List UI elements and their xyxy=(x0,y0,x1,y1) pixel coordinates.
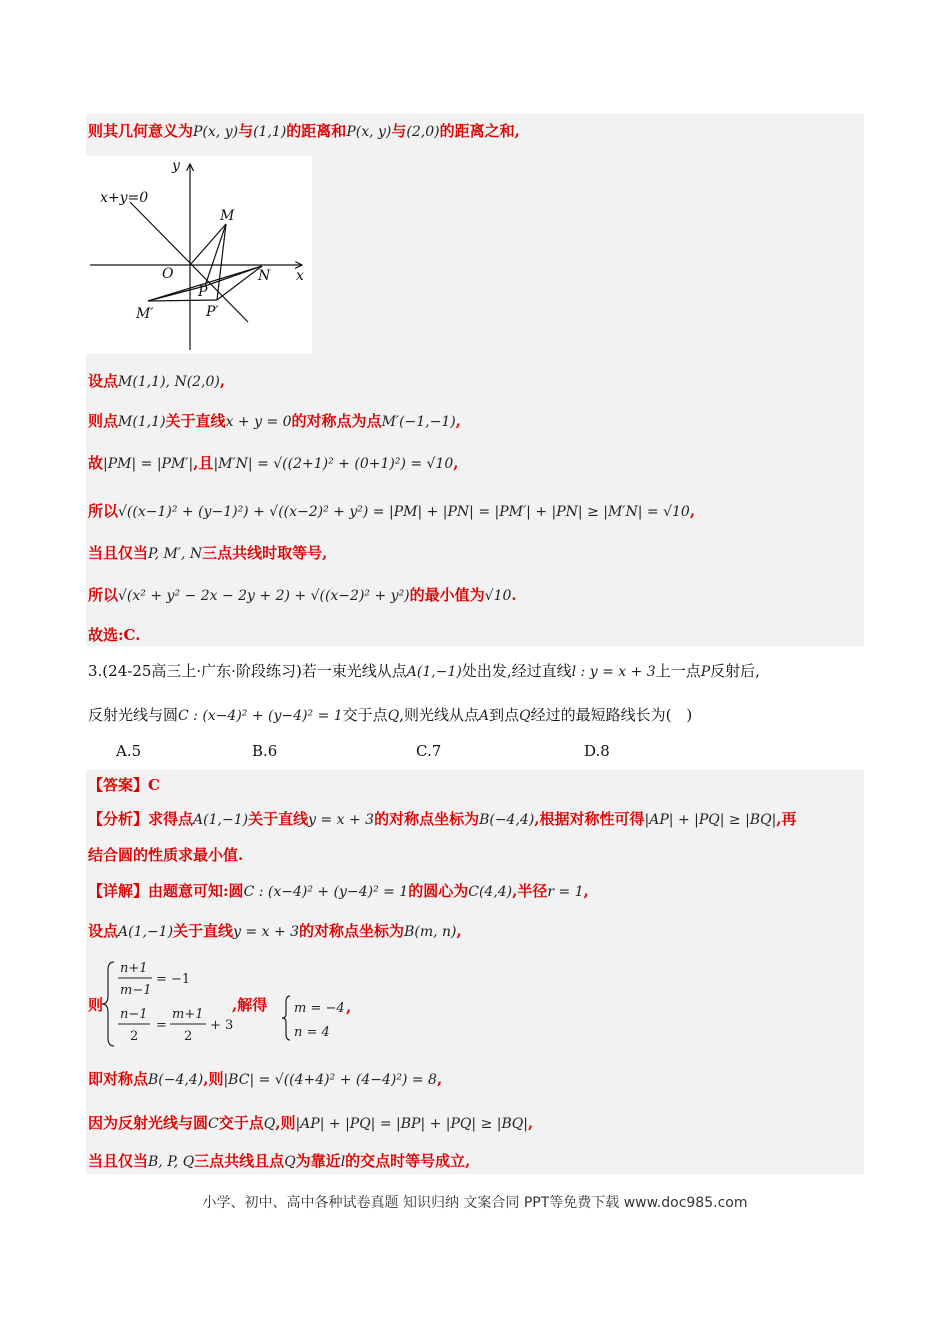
then-label: 则 xyxy=(88,996,104,1014)
fig-label-p: P xyxy=(198,284,208,300)
detail-line-reflect: 因为反射光线与圆C交于点Q,则|AP| + |PQ| = |BP| + |PQ| ≥ |BQ|, xyxy=(88,1114,534,1132)
equation-system-svg xyxy=(88,956,388,1052)
eq2-den2: 2 xyxy=(184,1029,193,1044)
page-footer: 小学、初中、高中各种试卷真题 知识归纳 文案合同 PPT等免费下载 www.doc985.com xyxy=(202,1195,748,1211)
choice-line: 故选:C. xyxy=(88,626,141,644)
segment-m-pp xyxy=(217,224,226,300)
reflection-diagram xyxy=(86,156,312,354)
option-c: C.7 xyxy=(416,742,442,760)
fig-label-m: M xyxy=(220,208,235,224)
fig-label-line: x+y=0 xyxy=(100,190,149,206)
fig-label-n: N xyxy=(258,268,271,284)
detail-line-equality: 当且仅当B, P, Q三点共线且点Q为靠近l的交点时等号成立, xyxy=(88,1152,471,1170)
eq2-eq: = xyxy=(156,1018,167,1033)
fig-label-x: x xyxy=(296,268,304,284)
eq1-rhs: = −1 xyxy=(156,972,191,987)
fig-label-pp: P′ xyxy=(206,304,219,320)
segment-pp-n xyxy=(217,266,262,300)
fig-label-y: y xyxy=(172,158,180,174)
eq1-num: n+1 xyxy=(120,961,148,976)
solution-m: m = −4 xyxy=(294,1001,345,1016)
equation-system xyxy=(88,956,388,1052)
solution-tail: , xyxy=(346,998,352,1016)
question-3-line-1: 3.(24-25高三上·广东·阶段练习)若一束光线从点A(1,−1)处出发,经过直线l : y = x + 3上一点P反射后, xyxy=(88,662,760,680)
eq2-den1: 2 xyxy=(130,1029,139,1044)
eq2-num2: m+1 xyxy=(172,1007,204,1022)
set-points-line: 设点M(1,1), N(2,0), xyxy=(88,372,226,390)
reflection-figure xyxy=(86,156,312,354)
detail-line-2: 设点A(1,−1)关于直线y = x + 3的对称点坐标为B(m, n), xyxy=(88,922,462,940)
eq2-num1: n−1 xyxy=(120,1007,148,1022)
geometric-meaning-line: 则其几何意义为P(x, y)与(1,1)的距离和P(x, y)与(2,0)的距离之和, xyxy=(88,122,520,140)
analysis-line-2: 结合圆的性质求最小值. xyxy=(88,846,244,864)
eq1-den: m−1 xyxy=(120,983,152,998)
question-3-line-2: 反射光线与圆C : (x−4)² + (y−4)² = 1交于点Q,则光线从点A到点Q经过的最短路线长为( ) xyxy=(88,706,693,724)
detail-line-bc: 即对称点B(−4,4),则|BC| = √((4+4)² + (4−4)²) = 8, xyxy=(88,1070,443,1088)
inequality-line: 所以√((x−1)² + (y−1)²) + √((x−2)² + y²) = |PM| + |PN| = |PM′| + |PN| ≥ |M′N| = √10, xyxy=(88,502,696,520)
fig-label-o: O xyxy=(162,266,174,282)
left-brace xyxy=(102,962,114,1046)
segment-p-n xyxy=(205,266,262,286)
symmetric-point-line: 则点M(1,1)关于直线x + y = 0的对称点为点M′(−1,−1), xyxy=(88,412,461,430)
answer-line: 【答案】C xyxy=(88,776,160,794)
option-d: D.8 xyxy=(584,742,610,760)
equality-condition-line: 当且仅当P, M′, N三点共线时取等号, xyxy=(88,544,328,562)
minimum-value-line: 所以√(x² + y² − 2x − 2y + 2) + √((x−2)² + y²)的最小值为√10. xyxy=(88,586,517,604)
analysis-line-1: 【分析】求得点A(1,−1)关于直线y = x + 3的对称点坐标为B(−4,4),根据对称性可得|AP| + |PQ| ≥ |BQ|,再 xyxy=(88,810,797,828)
detail-line-1: 【详解】由题意可知:圆C : (x−4)² + (y−4)² = 1的圆心为C(4,4),半径r = 1, xyxy=(88,882,589,900)
solve-label: ,解得 xyxy=(232,996,268,1014)
fig-label-mp: M′ xyxy=(136,306,154,322)
eq2-rhs: + 3 xyxy=(210,1018,234,1033)
option-a: A.5 xyxy=(116,742,142,760)
distance-equal-line: 故|PM| = |PM′|,且|M′N| = √((2+1)² + (0+1)²) = √10, xyxy=(88,454,459,472)
segment-mp-pp xyxy=(148,300,217,301)
segment-o-m xyxy=(190,224,226,265)
solution-brace xyxy=(282,996,290,1040)
segment-mp-p xyxy=(148,286,205,301)
solution-n: n = 4 xyxy=(294,1025,330,1040)
option-b: B.6 xyxy=(252,742,278,760)
